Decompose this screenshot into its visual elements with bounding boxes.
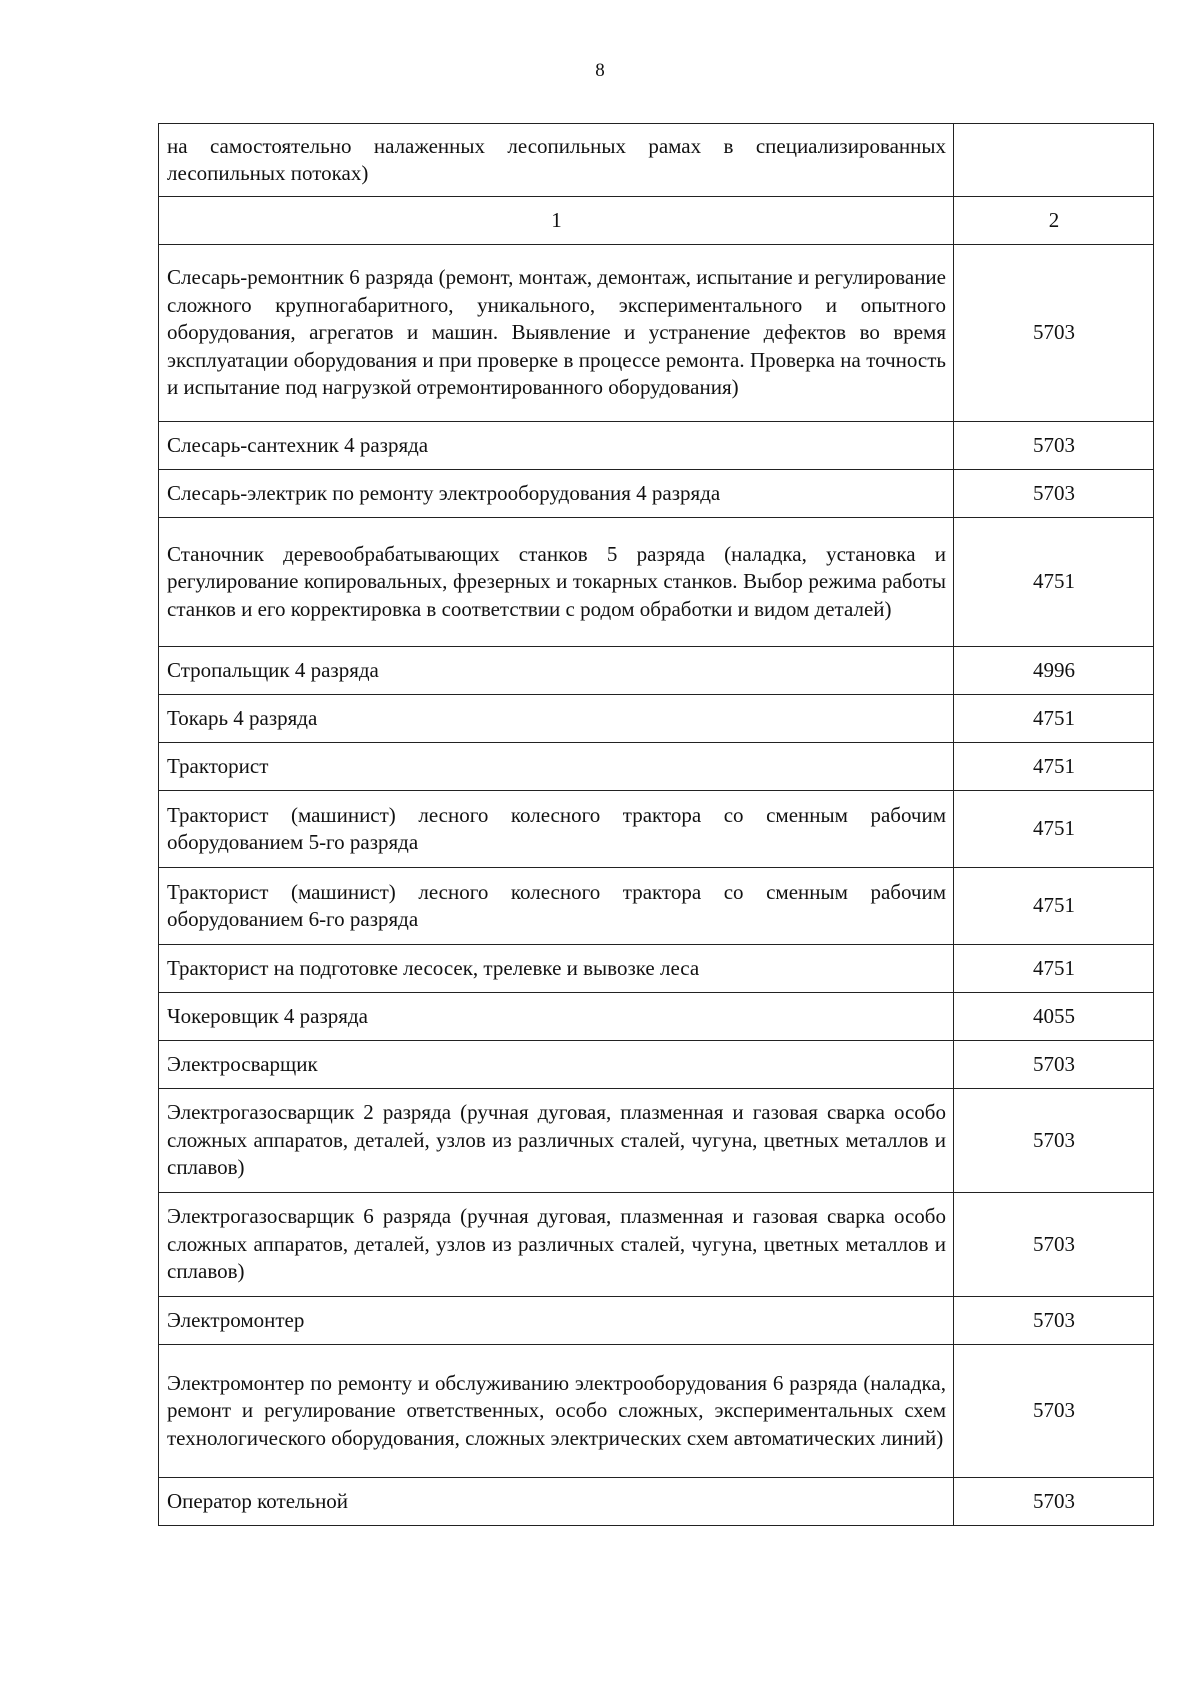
row-code: 5703 xyxy=(954,1193,1154,1297)
row-description: Токарь 4 разряда xyxy=(159,695,954,743)
row-description: Станочник деревообрабатывающих станков 5 разряда (наладка, установка и регулирование копировальных, фрезерных и токарных станков. Выбор режима работы станков и его корректировка в соответствии с родом обработки и видом деталей) xyxy=(159,518,954,647)
row-description: Слесарь-сантехник 4 разряда xyxy=(159,422,954,470)
row-description: Стропальщик 4 разряда xyxy=(159,647,954,695)
table-row xyxy=(159,945,1154,993)
row-code: 4751 xyxy=(954,791,1154,868)
row-description: Тракторист xyxy=(159,743,954,791)
table-row xyxy=(159,1193,1154,1297)
row-description: Слесарь-электрик по ремонту электрооборудования 4 разряда xyxy=(159,470,954,518)
row-code: 4055 xyxy=(954,993,1154,1041)
row-description: Электрогазосварщик 2 разряда (ручная дуговая, плазменная и газовая сварка особо сложных аппаратов, деталей, узлов из различных сталей, чугуна, цветных металлов и сплавов) xyxy=(159,1089,954,1193)
occupations-table xyxy=(158,123,1154,1526)
row-code: 5703 xyxy=(954,470,1154,518)
row-code: 5703 xyxy=(954,422,1154,470)
table-row xyxy=(159,993,1154,1041)
table-row xyxy=(159,695,1154,743)
row-description: Электромонтер по ремонту и обслуживанию электрооборудования 6 разряда (наладка, ремонт и регулирование ответственных, особо сложных, экспериментальных схем технологического оборудования, сложных электрических схем автоматических линий) xyxy=(159,1345,954,1478)
row-code: 5703 xyxy=(954,1297,1154,1345)
row-description: Электромонтер xyxy=(159,1297,954,1345)
row-description: Тракторист (машинист) лесного колесного трактора со сменным рабочим оборудованием 6-го разряда xyxy=(159,868,954,945)
row-code: 5703 xyxy=(954,1041,1154,1089)
row-description: Электросварщик xyxy=(159,1041,954,1089)
table-row-carryover xyxy=(159,124,1154,197)
table-row xyxy=(159,743,1154,791)
row-code: 5703 xyxy=(954,1345,1154,1478)
table-row xyxy=(159,868,1154,945)
table-row xyxy=(159,791,1154,868)
table-row xyxy=(159,245,1154,422)
row-description: Тракторист на подготовке лесосек, трелевке и вывозке леса xyxy=(159,945,954,993)
table-row xyxy=(159,1089,1154,1193)
table-row xyxy=(159,518,1154,647)
table-row xyxy=(159,422,1154,470)
column-number-2: 2 xyxy=(954,197,1154,245)
table-row xyxy=(159,470,1154,518)
table-row xyxy=(159,1041,1154,1089)
table-row xyxy=(159,647,1154,695)
row-code: 4751 xyxy=(954,743,1154,791)
row-code: 5703 xyxy=(954,245,1154,422)
row-code xyxy=(954,124,1154,197)
row-description: Тракторист (машинист) лесного колесного трактора со сменным рабочим оборудованием 5-го разряда xyxy=(159,791,954,868)
row-code: 4996 xyxy=(954,647,1154,695)
row-code: 5703 xyxy=(954,1478,1154,1526)
row-description: на самостоятельно налаженных лесопильных рамах в специализированных лесопильных потоках) xyxy=(159,124,954,197)
table-row xyxy=(159,1297,1154,1345)
row-description: Чокеровщик 4 разряда xyxy=(159,993,954,1041)
row-description: Оператор котельной xyxy=(159,1478,954,1526)
row-code: 4751 xyxy=(954,868,1154,945)
page-number: 8 xyxy=(595,60,605,81)
row-code: 4751 xyxy=(954,518,1154,647)
row-code: 4751 xyxy=(954,945,1154,993)
column-number-row xyxy=(159,197,1154,245)
row-code: 4751 xyxy=(954,695,1154,743)
row-description: Электрогазосварщик 6 разряда (ручная дуговая, плазменная и газовая сварка особо сложных аппаратов, деталей, узлов из различных сталей, чугуна, цветных металлов и сплавов) xyxy=(159,1193,954,1297)
column-number-1: 1 xyxy=(159,197,954,245)
table-row xyxy=(159,1345,1154,1478)
table-row xyxy=(159,1478,1154,1526)
row-description: Слесарь-ремонтник 6 разряда (ремонт, монтаж, демонтаж, испытание и регулирование сложного крупногабаритного, уникального, экспериментального и опытного оборудования, агрегатов и машин. Выявление и устранение дефектов во время эксплуатации оборудования и при проверке в процессе ремонта. Проверка на точность и испытание под нагрузкой отремонтированного оборудования) xyxy=(159,245,954,422)
row-code: 5703 xyxy=(954,1089,1154,1193)
